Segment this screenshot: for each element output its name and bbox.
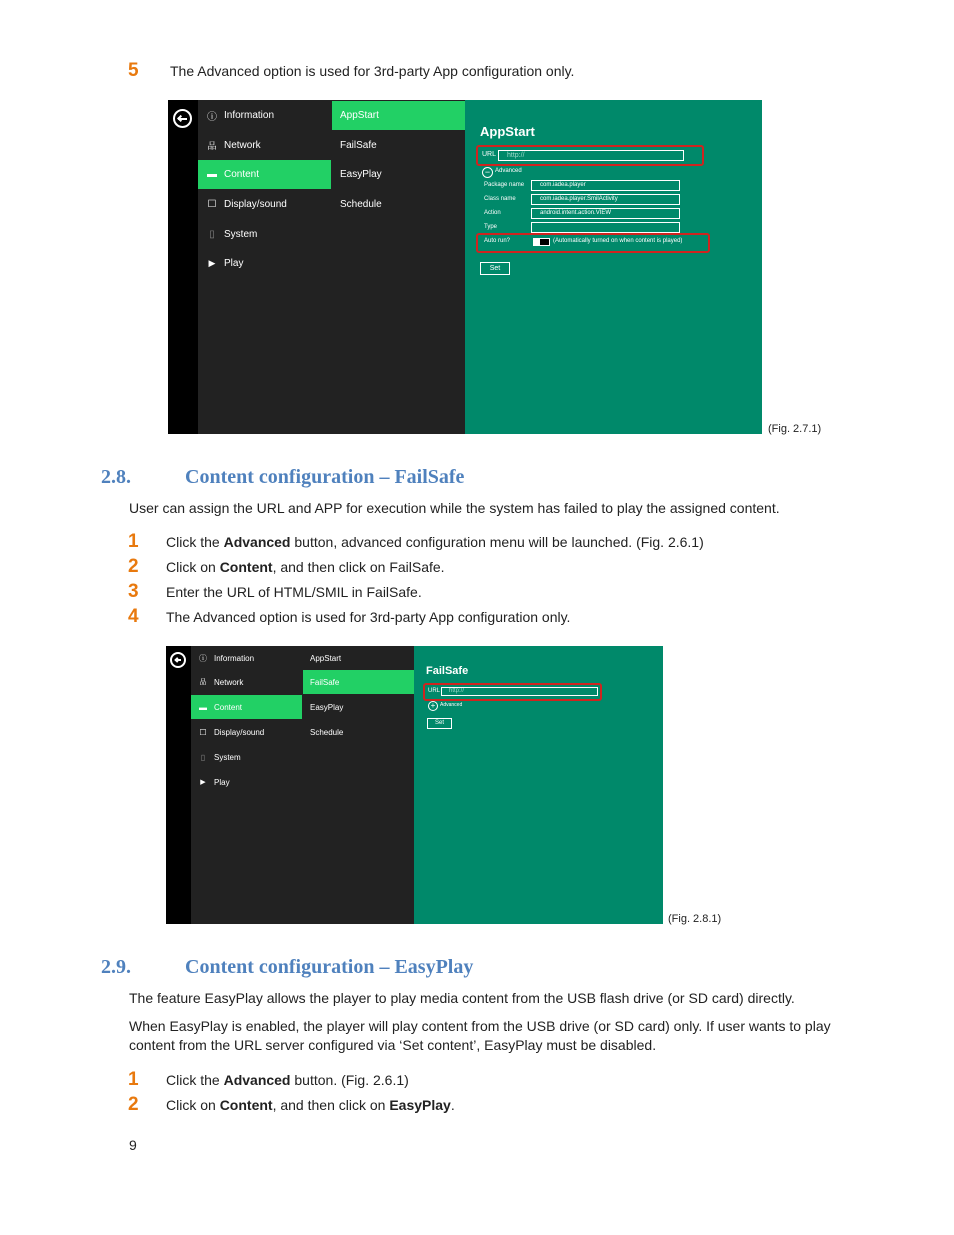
screenshot-appstart — [168, 100, 762, 434]
section-title: Content configuration – EasyPlay — [185, 956, 474, 978]
step-text: Click on Content, and then click on EasyPlay. — [166, 1097, 455, 1113]
type-label: Type — [484, 224, 498, 230]
content-icon: ▬ — [207, 169, 217, 180]
settings-panel — [465, 100, 762, 434]
autorun-label: Auto run? — [484, 238, 511, 244]
panel-title: FailSafe — [426, 665, 469, 677]
submenu-item-schedule[interactable]: Schedule — [340, 199, 382, 210]
menu-item-system[interactable] — [198, 220, 331, 249]
menu-label: Network — [214, 677, 244, 687]
menu-label: System — [214, 752, 241, 762]
section-number: 2.9. — [101, 956, 131, 978]
step-number: 5 — [128, 60, 139, 81]
back-arrow-icon[interactable] — [170, 652, 186, 668]
menu-item-content[interactable] — [198, 160, 331, 189]
submenu-item-schedule[interactable]: Schedule — [310, 727, 344, 737]
menu-label: Display/sound — [214, 727, 265, 737]
info-icon: ⓘ — [199, 653, 207, 663]
play-icon: ▶ — [208, 258, 216, 268]
step-text: The Advanced option is used for 3rd-party App configuration only. — [166, 609, 571, 625]
section-para: The feature EasyPlay allows the player to play media content from the USB flash drive (or SD card) directly. — [129, 990, 795, 1006]
step-number: 3 — [128, 581, 139, 602]
content-icon: ▬ — [199, 702, 207, 712]
submenu-item-failsafe[interactable]: FailSafe — [340, 140, 377, 151]
system-icon: ▯ — [209, 229, 215, 240]
display-icon: ☐ — [207, 199, 217, 210]
panel-title: AppStart — [480, 124, 535, 139]
menu-item-display-sound[interactable] — [198, 190, 331, 219]
class-label: Class name — [484, 196, 516, 202]
left-bar — [168, 100, 198, 434]
menu-label: Information — [214, 653, 255, 663]
set-button[interactable]: Set — [427, 718, 452, 729]
step-text: Click the Advanced button, advanced configuration menu will be launched. (Fig. 2.6.1) — [166, 534, 704, 550]
menu-label: Content — [224, 169, 260, 180]
action-label: Action — [484, 210, 501, 216]
autorun-switch[interactable] — [533, 238, 550, 246]
step-text: Enter the URL of HTML/SMIL in FailSafe. — [166, 584, 422, 600]
step-text: The Advanced option is used for 3rd-party App configuration only. — [170, 63, 575, 79]
menu-item-information[interactable] — [191, 646, 302, 670]
section-para: When EasyPlay is enabled, the player will play content from the USB drive (or SD card) only. If user wants to play content from the URL server configured via ‘Set content’, EasyPlay must be disabled. — [129, 1018, 831, 1053]
advanced-toggle[interactable]: Advanced — [440, 702, 463, 708]
network-icon: 品 — [199, 679, 207, 686]
package-label: Package name — [484, 182, 525, 188]
menu-item-display-sound[interactable] — [191, 720, 302, 744]
url-label: URL — [428, 688, 441, 694]
step-number: 1 — [128, 1069, 139, 1090]
info-icon: ⓘ — [207, 112, 217, 123]
step-number: 1 — [128, 531, 139, 552]
menu-item-network[interactable] — [198, 131, 331, 160]
submenu-item-easyplay[interactable]: EasyPlay — [340, 169, 382, 180]
section-intro: User can assign the URL and APP for execution while the system has failed to play the assigned content. — [129, 500, 780, 516]
menu-label: Display/sound — [224, 199, 287, 210]
type-input[interactable] — [531, 222, 680, 233]
step-number: 4 — [128, 606, 139, 627]
submenu-item-failsafe[interactable]: FailSafe — [303, 670, 414, 694]
back-arrow-icon[interactable] — [173, 109, 192, 128]
step-text: Click on Content, and then click on FailSafe. — [166, 559, 445, 575]
menu-item-content[interactable] — [191, 695, 302, 719]
section-number: 2.8. — [101, 466, 131, 488]
page-number: 9 — [129, 1137, 137, 1153]
plus-circle-icon[interactable]: + — [428, 701, 438, 711]
minus-circle-icon[interactable]: − — [482, 167, 493, 178]
url-label: URL — [482, 151, 497, 158]
menu-item-information[interactable] — [198, 101, 331, 130]
class-input[interactable]: com.iadea.player.SmilActivity — [531, 194, 680, 205]
autorun-note: (Automatically turned on when content is played) — [553, 238, 683, 244]
submenu-item-easyplay[interactable]: EasyPlay — [310, 702, 344, 712]
url-input[interactable]: http:// — [441, 687, 598, 696]
play-icon: ▶ — [200, 779, 206, 786]
submenu-item-appstart[interactable]: AppStart — [332, 101, 465, 130]
menu-label: Network — [224, 140, 261, 151]
screenshot-failsafe — [166, 646, 663, 924]
menu-item-play[interactable] — [191, 770, 302, 794]
action-input[interactable]: android.intent.action.VIEW — [531, 208, 680, 219]
settings-panel — [414, 646, 663, 924]
display-icon: ☐ — [199, 727, 207, 737]
figure-caption: (Fig. 2.8.1) — [668, 913, 722, 925]
menu-item-system[interactable] — [191, 745, 302, 769]
menu-label: Content — [214, 702, 243, 712]
submenu-item-appstart[interactable]: AppStart — [310, 653, 342, 663]
url-input[interactable]: http:// — [498, 150, 684, 161]
menu-item-play[interactable] — [198, 249, 331, 278]
left-bar — [166, 646, 191, 924]
advanced-toggle[interactable]: Advanced — [495, 168, 522, 174]
step-number: 2 — [128, 1094, 139, 1115]
package-input[interactable]: com.iadea.player — [531, 180, 680, 191]
menu-label: Information — [224, 110, 275, 121]
network-icon: 品 — [207, 141, 217, 151]
system-icon: ▯ — [200, 752, 206, 762]
figure-caption: (Fig. 2.7.1) — [768, 423, 822, 435]
set-button[interactable]: Set — [480, 262, 510, 275]
menu-label: Play — [214, 777, 230, 787]
menu-item-network[interactable] — [191, 670, 302, 694]
menu-label: Play — [224, 258, 244, 269]
step-text: Click the Advanced button. (Fig. 2.6.1) — [166, 1072, 409, 1088]
step-number: 2 — [128, 556, 139, 577]
section-title: Content configuration – FailSafe — [185, 466, 465, 488]
menu-label: System — [224, 229, 258, 240]
